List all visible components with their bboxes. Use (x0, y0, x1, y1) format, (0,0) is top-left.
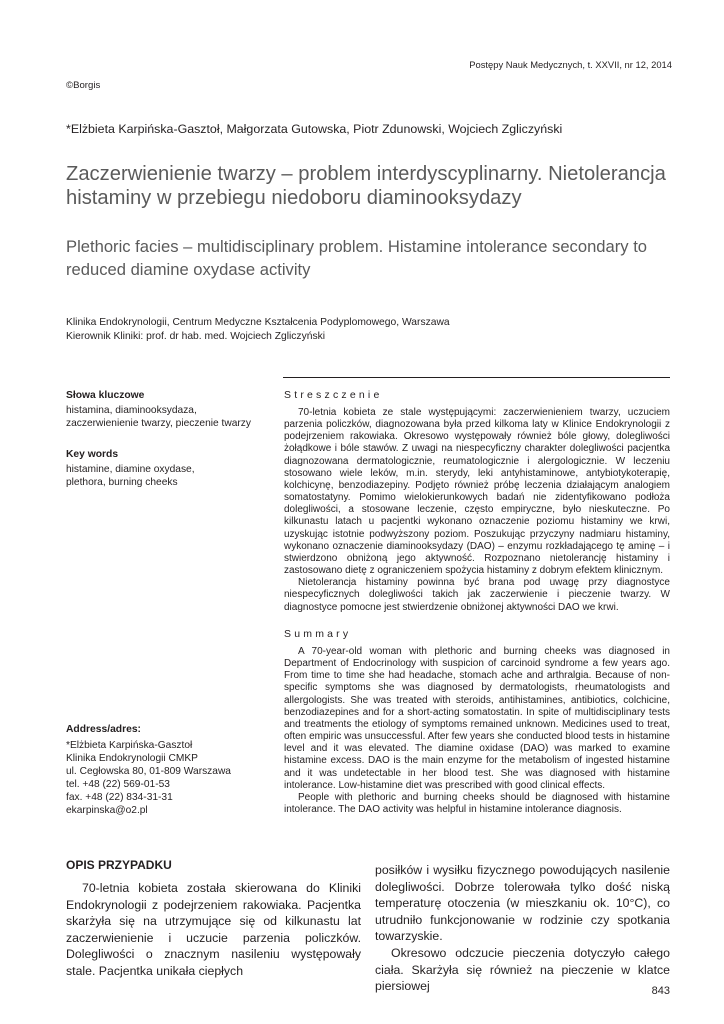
keywords-en: histamine, diamine oxydase, plethora, burning cheeks (66, 464, 195, 488)
affiliation (66, 316, 450, 344)
address-email: ekarpinska@o2.pl (66, 804, 148, 816)
affiliation-line: Klinika Endokrynologii, Centrum Medyczne Kształcenia Podyplomowego, Warszawa (66, 317, 450, 328)
authors: *Elżbieta Karpińska-Gasztoł, Małgorzata Gutowska, Piotr Zdunowski, Wojciech Zgliczyński (66, 122, 563, 136)
page-number: 843 (651, 985, 670, 997)
keywords-en-heading: Key words (66, 449, 119, 460)
abstract-pl-heading: Streszczenie (284, 389, 383, 401)
address-line: fax. +48 (22) 834-31-31 (66, 791, 173, 803)
abstract-pl (284, 407, 670, 614)
abstract-en-heading: Summary (284, 628, 352, 640)
body-paragraph: posiłków i wysiłku fizycznego powodujących nasilenie dolegliwości. Dobrze tolerowała tylko dość niską temperaturę otoczenia (w mieszkaniu ok. 10°C), co utrudniło funkcjonowanie w rodzinie czy spotkania towarzyskie. (375, 863, 670, 944)
abstract-paragraph: Nietolerancja histaminy powinna być brana pod uwagę przy diagnostyce niespecyficznych dolegliwości takich jak zaczerwienie i pieczenie twarzy. W diagnostyce pomocne jest stwierdzenie obniżonej aktywności DAO we krwi. (284, 577, 670, 613)
section-divider (283, 377, 670, 378)
address-line: Klinika Endokrynologii CMKP (66, 752, 198, 764)
publisher-mark: ©Borgis (66, 80, 101, 91)
case-heading: OPIS PRZYPADKU (66, 858, 172, 872)
abstract-en (284, 646, 670, 816)
address-line: *Elżbieta Karpińska-Gasztoł (66, 740, 193, 751)
affiliation-line: Kierownik Kliniki: prof. dr hab. med. Wojciech Zgliczyński (66, 331, 326, 342)
keywords-pl: histamina, diaminooksydaza, zaczerwienienie twarzy, pieczenie twarzy (66, 405, 251, 429)
abstract-paragraph: 70-letnia kobieta ze stale występującymi: zaczerwienieniem twarzy, uczuciem parzenia policzków, diagnozowana była przed kilkoma laty w Klinice Endokrynologii z podejrzeniem rakowiaka. Okresowo występowały również bóle głowy, dolegliwości żołądkowe i bóle stawów. Z uwagi na niespecyficzny charakter dolegliwości pacjentka diagnozowana dermatologicznie, reumatologicznie i alergologicznie. W leczeniu stosowano wiele leków, m.in. sterydy, leki antyhistaminowe, antybiotykoterapię, kolchicynę, benzodiazepiny. Podjęto również próbę leczenia działającym analogiem somatostatyny. Pomimo wielokierunkowych badań nie zidentyfikowano podłoża dolegliwości, a stosowane leczenie, często empiryczne, było nieskuteczne. Po kilkunastu latach u pacjentki wykonano oznaczenie poziomu histaminy we krwi, uzyskując istotnie podwyższony poziom. Poszukując przyczyny nadmiaru histaminy, wykonano oznaczenie diaminooksydazy (DAO) – enzymu rozkładającego tę aminę – i stwierdzono obniżoną jego aktywność. Rozpoznano nietolerancję histaminy i zastosowano dietę z ograniczeniem spożycia histaminy z dobrym efektem klinicznym. (284, 407, 670, 577)
address-block (66, 740, 231, 817)
keywords-pl-heading: Słowa kluczowe (66, 390, 145, 401)
abstract-paragraph: People with plethoric and burning cheeks should be diagnosed with histamine intolerance. The DAO activity was helpful in histamine intolerance diagnosis. (284, 791, 670, 816)
body-paragraph: 70-letnia kobieta została skierowana do Kliniki Endokrynologii z podejrzeniem rakowiaka. Pacjentka skarżyła się na utrzymujące się od kilkunastu lat zaczerwienienie i uczucie parzenia policzków. Dolegliwości o znacznym nasileniu występowały stale. Pacjentka unikała ciepłych (66, 881, 361, 978)
title-english: Plethoric facies – multidisciplinary problem. Histamine intolerance secondary to reduced diamine oxydase activity (66, 237, 648, 279)
body-column-left (66, 880, 361, 980)
body-paragraph: Okresowo odczucie pieczenia dotyczyło całego ciała. Skarżyła się również na pieczenie w klatce piersiowej (375, 945, 670, 994)
title-polish: Zaczerwienienie twarzy – problem interdyscyplinarny. Nietolerancja histaminy w przebiegu niedoboru diaminooksydazy (66, 163, 666, 209)
body-column-right (375, 862, 670, 995)
abstract-paragraph: A 70-year-old woman with plethoric and burning cheeks was diagnosed in Department of Endocrinology with suspicion of carcinoid syndrome a few years ago. From time to time she had headache, stomach ache and arthralgia. Because of non-specific symptoms she was diagnosed by dermatologists, rheumatologists and allergologists. She was treated with steroids, antihistamines, antibiotics, colchicine, benzodiazepines and for a short-acting somatostatin. In spite of multidisciplinary tests and treatments the etiology of symptoms remained unknown. Medicines used to treat, often empiric was unsuccessful. After few years she conducted blood tests in histamine level and it was elevated. The diamine oxidase (DAO) was marked to examine histamine excess. DAO is the main enzyme for the metabolism of ingested histamine and it was undetectable in her blood test. She was diagnosed with histamine intolerance. Low-histamine diet was prescribed with good clinical effects. (284, 646, 670, 791)
journal-citation: Postępy Nauk Medycznych, t. XXVII, nr 12, 2014 (469, 59, 672, 70)
address-heading: Address/adres: (66, 724, 141, 735)
address-line: ul. Cegłowska 80, 01-809 Warszawa (66, 765, 231, 777)
address-line: tel. +48 (22) 569-01-53 (66, 778, 170, 790)
